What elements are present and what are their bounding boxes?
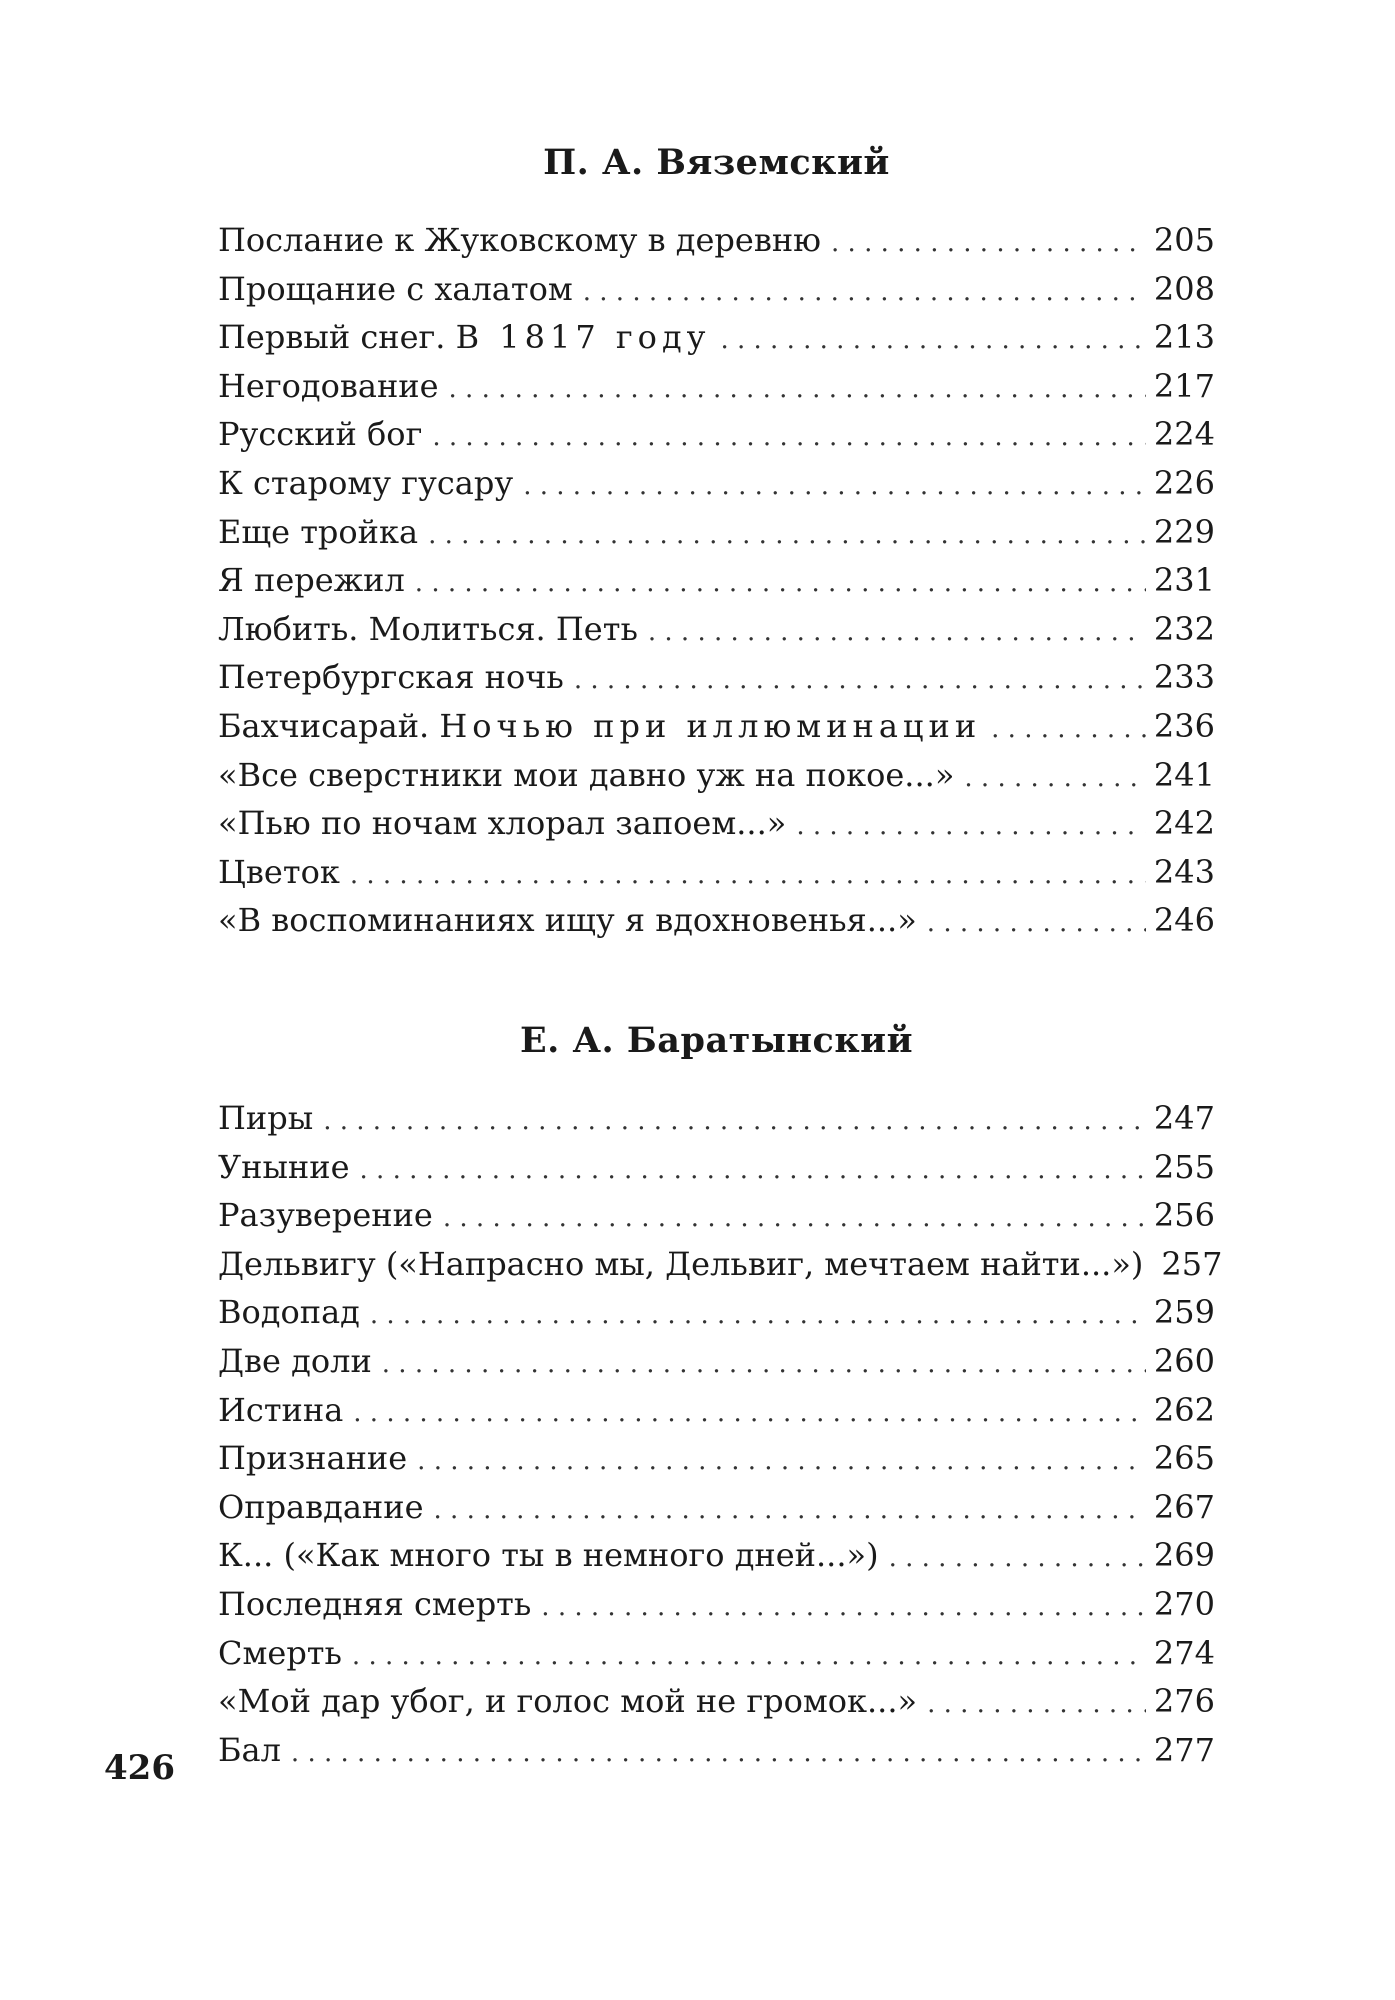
toc-entry-page: 226 (1153, 463, 1215, 502)
toc-entry-page: 229 (1153, 512, 1215, 551)
dot-leader (443, 1194, 1146, 1242)
toc-entry-page: 217 (1153, 366, 1215, 405)
toc-section-vyazemsky (218, 138, 1215, 945)
author-heading: Е. А. Баратынский (519, 1020, 914, 1061)
toc-entry-title (218, 1240, 1143, 1288)
toc-entry-title-text: Смерть (218, 1633, 342, 1672)
toc-entry-title (218, 265, 573, 313)
toc-entry-page: 267 (1153, 1487, 1215, 1526)
toc-entry-title-text: «Все сверстники мои давно уж на покое...» (218, 755, 955, 794)
toc-entry (218, 702, 1215, 751)
toc-entry-title (218, 1386, 343, 1434)
toc-entry-subtitle-spaced: Ночью при иллюминации (439, 706, 982, 745)
toc-entry-title (218, 313, 710, 361)
toc-entry-title (218, 508, 418, 556)
toc-entry (218, 216, 1215, 265)
toc-entry (218, 848, 1215, 897)
toc-entry-title-text: Послание к Жуковскому в деревню (218, 221, 822, 259)
toc-entry-title (218, 1434, 407, 1482)
toc-entry (218, 605, 1215, 654)
dot-leader (323, 1097, 1146, 1145)
dot-leader (432, 413, 1146, 461)
toc-entry (218, 751, 1215, 800)
toc-entry-page: 246 (1153, 901, 1215, 940)
dot-leader (360, 1146, 1146, 1194)
toc-entry (218, 1191, 1215, 1240)
toc-entry-page: 260 (1153, 1341, 1215, 1380)
toc-entry-title-text: Уныние (218, 1147, 350, 1186)
dot-leader (927, 899, 1146, 947)
toc-entry-page: 208 (1153, 269, 1215, 308)
toc-entry-title-text: Первый снег. (218, 318, 446, 357)
toc-entry-page: 277 (1153, 1730, 1215, 1769)
toc-entry (218, 508, 1215, 557)
dot-leader (449, 365, 1146, 413)
toc-entry-title (218, 896, 917, 944)
toc-entry-title (218, 605, 638, 653)
dot-leader (927, 1680, 1146, 1728)
toc-entry-page: 259 (1153, 1293, 1215, 1332)
toc-entry-title-text: Негодование (218, 366, 439, 405)
toc-entry-title (218, 556, 405, 604)
toc-entry-title (218, 1483, 424, 1531)
toc-section-baratynsky (218, 1016, 1223, 1774)
toc-entry (218, 799, 1215, 848)
toc-entry-page: 276 (1153, 1682, 1215, 1721)
toc-entry-title (218, 1677, 917, 1725)
toc-entry (218, 1386, 1215, 1435)
toc-entry-title (218, 362, 439, 410)
toc-entry-page: 269 (1153, 1536, 1215, 1575)
toc-entry (218, 362, 1215, 411)
dot-leader (541, 1583, 1146, 1631)
toc-entry-page: 257 (1161, 1244, 1223, 1283)
toc-entry (218, 265, 1215, 314)
toc-entry-page: 236 (1153, 706, 1215, 745)
toc-entry-page: 255 (1153, 1147, 1215, 1186)
toc-entry-title-text: Истина (218, 1390, 344, 1429)
toc-entry-title-text: Признание (218, 1439, 408, 1478)
toc-entry-page: 265 (1153, 1439, 1215, 1478)
toc-entry (218, 1094, 1215, 1143)
toc-entry-page: 241 (1153, 755, 1215, 794)
toc-entry-title (218, 1288, 360, 1336)
toc-entry-title (218, 702, 981, 750)
toc-entry-title-text: Цветок (218, 852, 340, 891)
toc-entry-title-text: Пиры (218, 1099, 314, 1137)
toc-entry (218, 653, 1215, 702)
toc-entry-title-text: К старому гусару (218, 463, 514, 502)
dot-leader (796, 802, 1146, 850)
toc-entry-title (218, 410, 422, 458)
toc-list (218, 216, 1215, 945)
toc-entry (218, 1677, 1215, 1726)
dot-leader (350, 851, 1146, 899)
toc-entry (218, 1288, 1215, 1337)
toc-entry-page: 247 (1153, 1099, 1215, 1137)
dot-leader (991, 705, 1146, 753)
toc-entry-title-text: Оправдание (218, 1487, 424, 1526)
toc-entry-title (218, 751, 954, 799)
toc-entry-page: 233 (1153, 658, 1215, 697)
toc-entry-title-text: Две доли (218, 1341, 372, 1380)
toc-entry (218, 1337, 1215, 1386)
toc-entry-title-text: «В воспоминаниях ищу я вдохновенья...» (218, 901, 917, 940)
page-number: 426 (104, 1748, 175, 1788)
toc-entry-title-text: Бахчисарай. (218, 706, 430, 745)
dot-leader (352, 1632, 1146, 1680)
toc-entry (218, 896, 1215, 945)
toc-entry (218, 1434, 1215, 1483)
toc-entry (218, 1240, 1223, 1289)
toc-entry-page: 274 (1153, 1633, 1215, 1672)
dot-leader (574, 656, 1146, 704)
toc-entry-page: 243 (1153, 852, 1215, 891)
toc-entry-title (218, 216, 821, 264)
toc-entry (218, 1629, 1215, 1678)
toc-entry-title-text: Последняя смерть (218, 1584, 532, 1623)
toc-entry-title-text: Петербургская ночь (218, 658, 564, 697)
toc-entry-page: 242 (1153, 804, 1215, 843)
toc-entry-title (218, 799, 786, 847)
dot-leader (417, 1437, 1146, 1485)
toc-entry-title-text: Прощание с халатом (218, 269, 573, 308)
toc-entry-title-text: «Пью по ночам хлорал запоем...» (218, 804, 787, 843)
toc-entry-title-text: Водопад (218, 1293, 360, 1332)
dot-leader (583, 268, 1146, 316)
dot-leader (720, 316, 1145, 364)
toc-entry-title-text: К... («Как много ты в немного дней...») (218, 1536, 879, 1575)
toc-entry-title-text: Разуверение (218, 1196, 433, 1235)
toc-entry-title (218, 1531, 879, 1579)
dot-leader (831, 219, 1146, 267)
toc-entry-title (218, 1580, 531, 1628)
toc-entry-title (218, 848, 340, 896)
toc-entry-title (218, 1629, 342, 1677)
toc-entry (218, 459, 1215, 508)
toc-entry-title (218, 1191, 433, 1239)
dot-leader (415, 559, 1146, 607)
toc-entry-page: 205 (1153, 221, 1215, 259)
toc-entry-page: 224 (1153, 415, 1215, 454)
toc-entry-title-text: «Мой дар убог, и голос мой не громок...» (218, 1682, 918, 1721)
toc-entry-title (218, 1143, 350, 1191)
toc-entry-title-text: Еще тройка (218, 512, 419, 551)
dot-leader (889, 1534, 1146, 1582)
toc-list (218, 1094, 1223, 1774)
dot-leader (523, 462, 1146, 510)
toc-entry (218, 1483, 1215, 1532)
toc-entry-title (218, 459, 513, 507)
toc-entry-page: 270 (1153, 1584, 1215, 1623)
toc-entry (218, 556, 1215, 605)
toc-entry-title-text: Русский бог (218, 415, 423, 454)
toc-entry-subtitle-spaced: В 1817 году (455, 318, 711, 357)
toc-entry-title-text: Любить. Молиться. Петь (218, 609, 638, 648)
author-heading: П. А. Вяземский (543, 142, 890, 183)
toc-entry-title (218, 1094, 313, 1142)
dot-leader (648, 608, 1146, 656)
toc-entry-title (218, 653, 564, 701)
dot-leader (964, 754, 1146, 802)
toc-entry-title-text: Бал (218, 1730, 281, 1769)
dot-leader (428, 511, 1146, 559)
toc-entry-page: 232 (1153, 609, 1215, 648)
dot-leader (291, 1729, 1146, 1777)
toc-entry-page: 262 (1153, 1390, 1215, 1429)
toc-entry-page: 231 (1153, 561, 1215, 600)
toc-entry-title-text: Дельвигу («Напрасно мы, Дельвиг, мечтаем найти...») (218, 1244, 1144, 1283)
dot-leader (382, 1340, 1146, 1388)
toc-entry (218, 1531, 1215, 1580)
dot-leader (353, 1389, 1146, 1437)
dot-leader (370, 1291, 1146, 1339)
dot-leader (434, 1486, 1146, 1534)
toc-entry (218, 1580, 1215, 1629)
toc-entry (218, 1726, 1215, 1775)
toc-entry (218, 1143, 1215, 1192)
toc-entry-title-text: Я пережил (218, 561, 405, 600)
toc-entry (218, 410, 1215, 459)
toc-entry-title (218, 1337, 372, 1385)
toc-entry-title (218, 1726, 281, 1774)
toc-entry-page: 256 (1153, 1196, 1215, 1235)
toc-entry (218, 313, 1215, 362)
toc-entry-page: 213 (1153, 318, 1215, 357)
